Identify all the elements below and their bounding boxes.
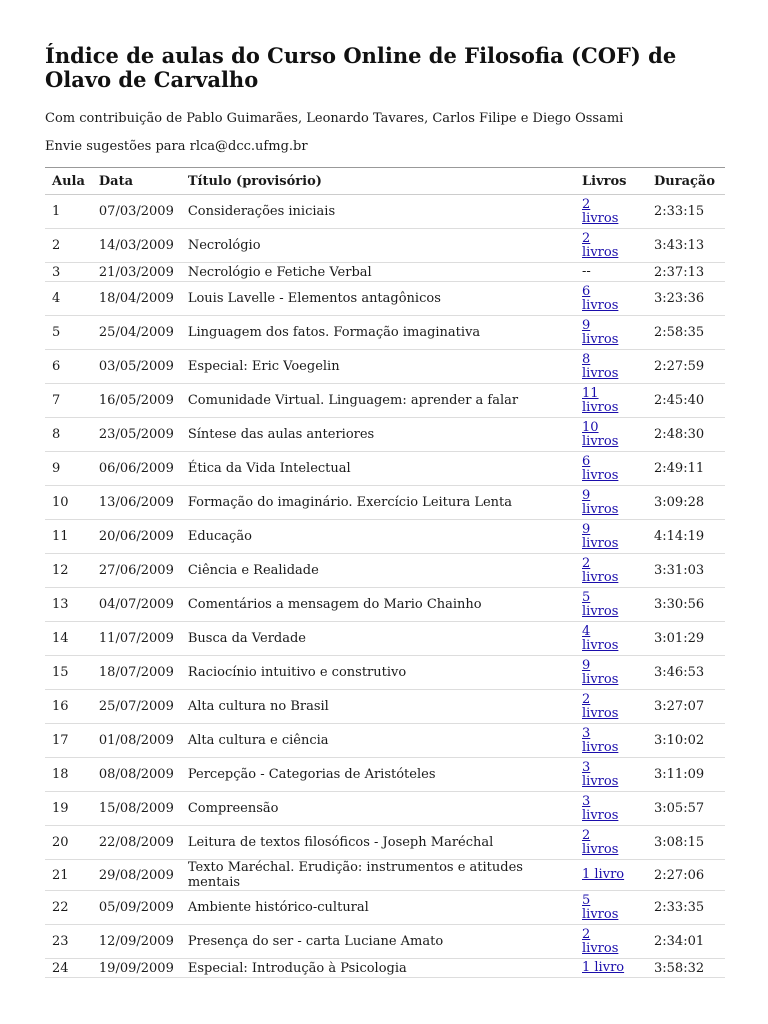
livros-link-text: 5 (582, 892, 591, 908)
cell-data: 18/04/2009 (92, 282, 181, 316)
cell-duracao: 3:46:53 (647, 656, 725, 690)
cell-aula: 16 (45, 690, 92, 724)
table-row (45, 229, 725, 263)
livros-link[interactable] (582, 556, 618, 585)
cell-aula: 15 (45, 656, 92, 690)
table-body (45, 195, 725, 978)
cell-aula: 7 (45, 384, 92, 418)
cell-titulo: Raciocínio intuitivo e construtivo (181, 656, 582, 690)
livros-link[interactable] (582, 197, 618, 226)
livros-link-text: 6 (582, 453, 591, 469)
cell-duracao: 3:30:56 (647, 588, 725, 622)
cell-titulo: Especial: Eric Voegelin (181, 350, 582, 384)
header-data: Data (92, 168, 181, 195)
cell-aula: 11 (45, 520, 92, 554)
header-livros: Livros (582, 168, 647, 195)
livros-link-text: livros (582, 501, 619, 517)
cell-aula: 8 (45, 418, 92, 452)
livros-link[interactable] (582, 867, 624, 882)
cell-titulo: Considerações iniciais (181, 195, 582, 229)
cell-livros (582, 758, 647, 792)
cell-data: 25/07/2009 (92, 690, 181, 724)
cell-livros (582, 656, 647, 690)
cell-titulo: Comentários a mensagem do Mario Chainho (181, 588, 582, 622)
livros-link-text: livros (582, 210, 619, 226)
livros-link-text: 2 (582, 196, 591, 212)
cell-data: 15/08/2009 (92, 792, 181, 826)
table-row (45, 452, 725, 486)
table-row (45, 792, 725, 826)
cell-titulo: Necrológio (181, 229, 582, 263)
livros-link-text: 2 (582, 926, 591, 942)
cell-data: 07/03/2009 (92, 195, 181, 229)
cell-duracao: 3:05:57 (647, 792, 725, 826)
livros-link-text: livros (582, 297, 619, 313)
suggestions-text: Envie sugestões para rlca@dcc.ufmg.br (45, 139, 308, 154)
cell-titulo: Educação (181, 520, 582, 554)
livros-link-text: livros (582, 535, 619, 551)
cell-aula: 13 (45, 588, 92, 622)
header-duracao: Duração (647, 168, 725, 195)
livros-link-text: livros (582, 244, 619, 260)
cell-data: 25/04/2009 (92, 316, 181, 350)
livros-link-text: 11 (582, 385, 599, 401)
table-row (45, 316, 725, 350)
cell-titulo: Louis Lavelle - Elementos antagônicos (181, 282, 582, 316)
livros-link-text: 8 (582, 351, 591, 367)
livros-link[interactable] (582, 726, 618, 755)
livros-link-text: 10 (582, 419, 599, 435)
contributors-text: Com contribuição de Pablo Guimarães, Leonardo Tavares, Carlos Filipe e Diego Ossami (45, 111, 624, 126)
cell-aula: 17 (45, 724, 92, 758)
livros-link-text: livros (582, 906, 619, 922)
table-row (45, 758, 725, 792)
cell-livros (582, 792, 647, 826)
livros-link-text: 1 livro (582, 867, 625, 882)
table-row (45, 384, 725, 418)
livros-link-text: livros (582, 705, 619, 721)
livros-link-text: 3 (582, 725, 591, 741)
cell-livros: -- (582, 263, 647, 282)
table-row (45, 891, 725, 925)
table-row (45, 959, 725, 978)
cell-livros (582, 588, 647, 622)
cell-duracao: 3:11:09 (647, 758, 725, 792)
cell-data: 05/09/2009 (92, 891, 181, 925)
cell-duracao: 2:33:35 (647, 891, 725, 925)
table-row (45, 282, 725, 316)
cell-duracao: 2:49:11 (647, 452, 725, 486)
cell-data: 22/08/2009 (92, 826, 181, 860)
cell-data: 13/06/2009 (92, 486, 181, 520)
cell-aula: 21 (45, 860, 92, 891)
livros-link-text: 6 (582, 283, 591, 299)
cell-duracao: 4:14:19 (647, 520, 725, 554)
cell-data: 04/07/2009 (92, 588, 181, 622)
cell-livros (582, 520, 647, 554)
cell-duracao: 3:27:07 (647, 690, 725, 724)
cell-titulo: Linguagem dos fatos. Formação imaginativa (181, 316, 582, 350)
header-titulo: Título (provisório) (181, 168, 582, 195)
livros-link[interactable] (582, 658, 618, 687)
cell-duracao: 3:08:15 (647, 826, 725, 860)
livros-link-text: livros (582, 773, 619, 789)
cell-livros (582, 452, 647, 486)
cell-aula: 1 (45, 195, 92, 229)
livros-link-text: 9 (582, 317, 591, 333)
lessons-table (45, 167, 725, 978)
cell-titulo: Leitura de textos filosóficos - Joseph Maréchal (181, 826, 582, 860)
livros-link[interactable] (582, 231, 618, 260)
table-row (45, 350, 725, 384)
livros-link[interactable] (582, 692, 618, 721)
livros-link-text: livros (582, 603, 619, 619)
cell-aula: 20 (45, 826, 92, 860)
livros-link[interactable] (582, 893, 618, 922)
cell-livros (582, 891, 647, 925)
cell-data: 27/06/2009 (92, 554, 181, 588)
cell-data: 18/07/2009 (92, 656, 181, 690)
table-row (45, 195, 725, 229)
livros-link-text: 3 (582, 793, 591, 809)
cell-data: 16/05/2009 (92, 384, 181, 418)
cell-livros (582, 418, 647, 452)
cell-duracao: 3:10:02 (647, 724, 725, 758)
cell-aula: 23 (45, 925, 92, 959)
cell-aula: 24 (45, 959, 92, 978)
cell-titulo: Alta cultura e ciência (181, 724, 582, 758)
cell-titulo: Ética da Vida Intelectual (181, 452, 582, 486)
table-row (45, 656, 725, 690)
cell-titulo: Presença do ser - carta Luciane Amato (181, 925, 582, 959)
cell-titulo: Necrológio e Fetiche Verbal (181, 263, 582, 282)
cell-data: 06/06/2009 (92, 452, 181, 486)
cell-data: 21/03/2009 (92, 263, 181, 282)
cell-aula: 10 (45, 486, 92, 520)
livros-link-text: livros (582, 331, 619, 347)
header-aula: Aula (45, 168, 92, 195)
cell-aula: 3 (45, 263, 92, 282)
cell-aula: 19 (45, 792, 92, 826)
table-header-row (45, 168, 725, 195)
cell-livros (582, 860, 647, 891)
cell-duracao: 2:27:59 (647, 350, 725, 384)
livros-link[interactable] (582, 760, 618, 789)
livros-link-text: livros (582, 637, 619, 653)
cell-duracao: 2:34:01 (647, 925, 725, 959)
livros-link[interactable] (582, 454, 618, 483)
table-row (45, 860, 725, 891)
cell-aula: 12 (45, 554, 92, 588)
cell-livros (582, 554, 647, 588)
livros-link[interactable] (582, 624, 618, 653)
cell-livros (582, 486, 647, 520)
cell-aula: 5 (45, 316, 92, 350)
cell-livros (582, 282, 647, 316)
cell-titulo: Comunidade Virtual. Linguagem: aprender a falar (181, 384, 582, 418)
livros-link-text: 9 (582, 657, 591, 673)
cell-data: 23/05/2009 (92, 418, 181, 452)
cell-duracao: 3:31:03 (647, 554, 725, 588)
livros-link-text: livros (582, 671, 619, 687)
cell-data: 29/08/2009 (92, 860, 181, 891)
cell-duracao: 2:27:06 (647, 860, 725, 891)
cell-livros (582, 316, 647, 350)
cell-livros (582, 622, 647, 656)
livros-link[interactable] (582, 960, 624, 975)
cell-data: 08/08/2009 (92, 758, 181, 792)
livros-link-text: 9 (582, 487, 591, 503)
livros-link[interactable] (582, 284, 618, 313)
cell-duracao: 2:45:40 (647, 384, 725, 418)
cell-livros (582, 826, 647, 860)
cell-livros (582, 350, 647, 384)
livros-link-text: 9 (582, 521, 591, 537)
cell-livros (582, 959, 647, 978)
table-row (45, 925, 725, 959)
cell-titulo: Ciência e Realidade (181, 554, 582, 588)
table-row (45, 622, 725, 656)
livros-link-text: livros (582, 569, 619, 585)
cell-aula: 9 (45, 452, 92, 486)
cell-data: 20/06/2009 (92, 520, 181, 554)
cell-duracao: 3:43:13 (647, 229, 725, 263)
livros-link[interactable] (582, 420, 618, 449)
livros-link-text: 5 (582, 589, 591, 605)
cell-livros (582, 690, 647, 724)
livros-link-text: 2 (582, 230, 591, 246)
livros-link[interactable] (582, 352, 618, 381)
table-row (45, 486, 725, 520)
cell-livros (582, 384, 647, 418)
table-row (45, 554, 725, 588)
cell-aula: 4 (45, 282, 92, 316)
livros-link-text: livros (582, 433, 619, 449)
table-row (45, 826, 725, 860)
cell-titulo: Texto Maréchal. Erudição: instrumentos e atitudes mentais (181, 860, 582, 891)
cell-data: 01/08/2009 (92, 724, 181, 758)
livros-link[interactable] (582, 828, 618, 857)
cell-livros (582, 195, 647, 229)
cell-aula: 14 (45, 622, 92, 656)
cell-duracao: 3:09:28 (647, 486, 725, 520)
cell-data: 19/09/2009 (92, 959, 181, 978)
cell-data: 03/05/2009 (92, 350, 181, 384)
livros-link-text: livros (582, 467, 619, 483)
livros-link-text: 4 (582, 623, 591, 639)
livros-link-text: livros (582, 940, 619, 956)
cell-titulo: Formação do imaginário. Exercício Leitura Lenta (181, 486, 582, 520)
livros-link[interactable] (582, 488, 618, 517)
livros-link-text: 2 (582, 827, 591, 843)
livros-link[interactable] (582, 927, 618, 956)
cell-data: 11/07/2009 (92, 622, 181, 656)
table-row (45, 690, 725, 724)
cell-livros (582, 229, 647, 263)
cell-aula: 2 (45, 229, 92, 263)
livros-link-text: 2 (582, 691, 591, 707)
cell-titulo: Especial: Introdução à Psicologia (181, 959, 582, 978)
cell-titulo: Percepção - Categorias de Aristóteles (181, 758, 582, 792)
cell-duracao: 2:48:30 (647, 418, 725, 452)
livros-link-text: 1 livro (582, 960, 625, 975)
livros-link[interactable] (582, 590, 618, 619)
table-row (45, 520, 725, 554)
page-title: Índice de aulas do Curso Online de Filosofia (COF) de Olavo de Carvalho (45, 43, 677, 92)
livros-link-text: livros (582, 807, 619, 823)
cell-duracao: 3:58:32 (647, 959, 725, 978)
cell-titulo: Alta cultura no Brasil (181, 690, 582, 724)
cell-titulo: Compreensão (181, 792, 582, 826)
cell-data: 12/09/2009 (92, 925, 181, 959)
cell-livros (582, 925, 647, 959)
cell-duracao: 2:33:15 (647, 195, 725, 229)
table-row (45, 588, 725, 622)
cell-titulo: Síntese das aulas anteriores (181, 418, 582, 452)
livros-link-text: livros (582, 841, 619, 857)
cell-duracao: 2:58:35 (647, 316, 725, 350)
livros-link[interactable] (582, 386, 618, 415)
table-row (45, 263, 725, 282)
livros-link-text: 2 (582, 555, 591, 571)
cell-aula: 6 (45, 350, 92, 384)
cell-duracao: 3:23:36 (647, 282, 725, 316)
livros-link[interactable] (582, 522, 618, 551)
livros-link-text: 3 (582, 759, 591, 775)
cell-livros (582, 724, 647, 758)
cell-duracao: 2:37:13 (647, 263, 725, 282)
livros-link[interactable] (582, 794, 618, 823)
cell-data: 14/03/2009 (92, 229, 181, 263)
cell-duracao: 3:01:29 (647, 622, 725, 656)
cell-aula: 18 (45, 758, 92, 792)
table-row (45, 418, 725, 452)
cell-titulo: Ambiente histórico-cultural (181, 891, 582, 925)
cell-titulo: Busca da Verdade (181, 622, 582, 656)
livros-link-text: livros (582, 365, 619, 381)
livros-link-text: livros (582, 739, 619, 755)
livros-link[interactable] (582, 318, 618, 347)
livros-link-text: livros (582, 399, 619, 415)
table-row (45, 724, 725, 758)
cell-aula: 22 (45, 891, 92, 925)
